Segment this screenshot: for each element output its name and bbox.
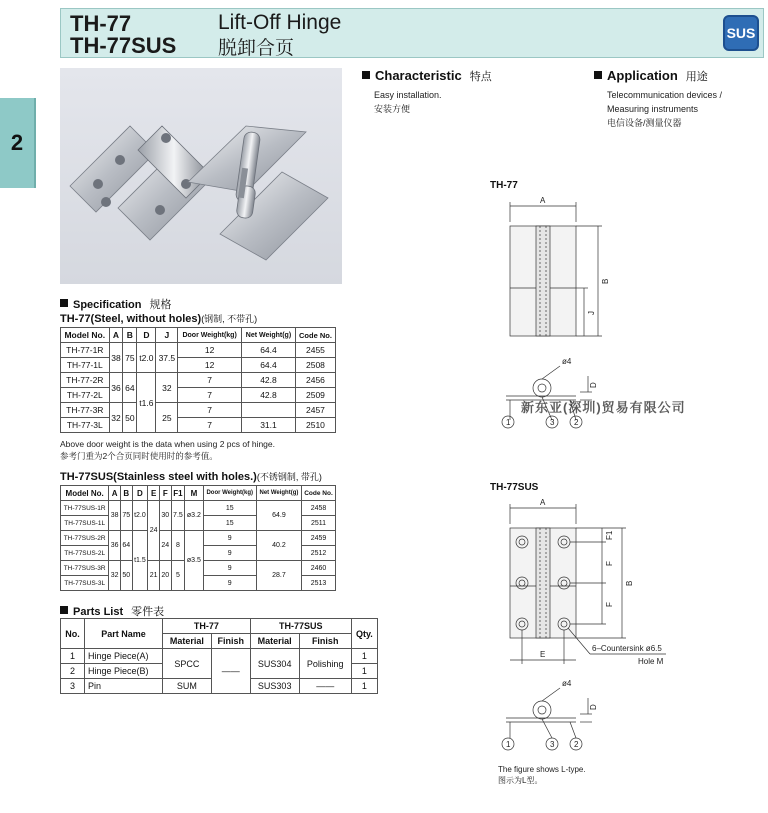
col-code: Code No.: [301, 486, 335, 501]
caption-en: The figure shows L-type.: [498, 765, 586, 774]
dim-f1-label: F1: [605, 530, 614, 540]
callout-2: 2: [574, 740, 579, 749]
col-door-weight: Door Weight(kg): [203, 486, 256, 501]
dim-j-label: J: [587, 311, 596, 315]
caption-cn: 图示为L型。: [498, 776, 543, 785]
cell-door: 12: [178, 358, 242, 373]
phi4-label: ø4: [562, 679, 572, 688]
col-net-weight: Net Weight(g): [256, 486, 301, 501]
specification-heading: [60, 296, 171, 312]
characteristic-heading: [362, 68, 492, 84]
product-name-en: Lift-Off Hinge: [218, 11, 342, 34]
col-b: B: [123, 328, 137, 343]
cell-no: 1: [61, 649, 85, 664]
cell-code: 2456: [295, 373, 335, 388]
cell-model: TH-77SUS-1L: [61, 516, 109, 531]
application-line-3: 电信设备/测量仪器: [607, 118, 682, 128]
th77-table-title: [60, 312, 257, 325]
cell-door: 9: [203, 546, 256, 561]
th77-technical-drawing: [480, 192, 630, 432]
characteristic-line-1: Easy installation.: [374, 90, 442, 100]
cell-model: TH-77-3L: [61, 418, 110, 433]
cell-f: 20: [159, 561, 171, 591]
cell-e: 21: [148, 561, 160, 591]
cell-door: 7: [178, 388, 242, 403]
cell-b: 64: [123, 373, 137, 403]
header-bar: [60, 8, 764, 58]
model-title-1: TH-77: [70, 11, 132, 36]
cell-door: 12: [178, 343, 242, 358]
cell-door: 7: [178, 418, 242, 433]
col-b: B: [120, 486, 132, 501]
door-weight-note: [60, 438, 275, 462]
th77-title-cn: (钢制, 不带孔): [201, 314, 258, 324]
sus-drawing-title: TH-77SUS: [490, 482, 539, 493]
cell-sus-finish: Polishing: [299, 649, 351, 679]
dim-a-label: A: [540, 196, 546, 205]
cell-model: TH-77SUS-3L: [61, 576, 109, 591]
cell-code: 2510: [295, 418, 335, 433]
cell-net: 64.4: [242, 358, 296, 373]
table-row: [61, 531, 336, 546]
note-cn: 参考门重为2个合页同时使用时的参考值。: [60, 451, 218, 461]
parts-title-cn: 零件表: [131, 606, 165, 618]
cell-part-name: Hinge Piece(A): [85, 649, 163, 664]
drawing-caption: [498, 764, 586, 786]
cell-model: TH-77SUS-2L: [61, 546, 109, 561]
col-model: Model No.: [61, 328, 110, 343]
bullet-square: [594, 71, 602, 79]
col-sus-material: Material: [250, 634, 299, 649]
cell-part-name: Hinge Piece(B): [85, 664, 163, 679]
table-header-row: [61, 619, 378, 634]
col-e: E: [148, 486, 160, 501]
hinge-photo-illustration: [60, 68, 342, 284]
cell-model: TH-77SUS-3R: [61, 561, 109, 576]
cell-net: 64.9: [256, 501, 301, 531]
cell-b: 50: [120, 561, 132, 591]
dim-b-label: B: [601, 278, 610, 284]
cell-no: 2: [61, 664, 85, 679]
cell-door: 9: [203, 576, 256, 591]
col-th77-finish: Finish: [211, 634, 250, 649]
callout-3: 3: [550, 740, 555, 749]
dim-f-label-lower: F: [605, 602, 614, 607]
cell-e: 24: [148, 501, 160, 561]
model-title-2: TH-77SUS: [70, 33, 177, 58]
application-text: [607, 88, 722, 130]
sus-title-en: TH-77SUS(Stainless steel with holes.): [60, 471, 257, 483]
cell-th77-finish: ——: [211, 649, 250, 694]
cell-model: TH-77-1L: [61, 358, 110, 373]
cell-f: 30: [159, 501, 171, 531]
col-no: No.: [61, 619, 85, 649]
cell-model: TH-77-3R: [61, 403, 110, 418]
cell-f1: 8: [171, 531, 185, 561]
col-qty: Qty.: [351, 619, 377, 649]
chapter-number: 2: [10, 130, 24, 155]
callout-3: 3: [550, 418, 555, 427]
phi4-label: ø4: [562, 357, 572, 366]
cell-th77-material: SUM: [163, 679, 212, 694]
col-f1: F1: [171, 486, 185, 501]
table-row: [61, 418, 336, 433]
application-line-2: Measuring instruments: [607, 104, 699, 114]
cell-door: 7: [178, 403, 242, 418]
cell-f: 24: [159, 531, 171, 561]
col-sus-finish: Finish: [299, 634, 351, 649]
cell-code: 2455: [295, 343, 335, 358]
cell-model: TH-77SUS-1R: [61, 501, 109, 516]
cell-m: ø3.2: [185, 501, 203, 531]
cell-qty: 1: [351, 649, 377, 664]
cell-code: 2459: [301, 531, 335, 546]
cell-qty: 1: [351, 664, 377, 679]
product-photo: [60, 68, 342, 284]
bullet-square: [60, 606, 68, 614]
parts-heading: [60, 603, 164, 619]
cell-code: 2511: [301, 516, 335, 531]
watermark: 新东亚(深圳)贸易有限公司: [521, 400, 686, 415]
table-row: [61, 343, 336, 358]
cell-d: t2.0: [137, 343, 156, 373]
application-line-1: Telecommunication devices /: [607, 90, 723, 100]
product-name-cn: 脱卸合页: [218, 38, 295, 59]
table-header-row: [61, 486, 336, 501]
cell-j: 32: [156, 373, 178, 403]
cell-sus-material: SUS304: [250, 649, 299, 679]
cell-a: 38: [109, 501, 121, 531]
dim-b-label: B: [625, 580, 634, 586]
sus-spec-table: [60, 485, 336, 591]
callout-1: 1: [506, 418, 511, 427]
table-row: [61, 403, 336, 418]
cell-no: 3: [61, 679, 85, 694]
col-net-weight: Net Weight(g): [242, 328, 296, 343]
col-a: A: [109, 328, 123, 343]
note-en: Above door weight is the data when using 2 pcs of hinge.: [60, 439, 276, 449]
cell-m: ø3.5: [185, 531, 203, 591]
cell-net: 42.8: [242, 388, 296, 403]
cell-code: 2512: [301, 546, 335, 561]
dim-d-label: D: [589, 704, 598, 710]
table-row: [61, 373, 336, 388]
cell-door: 9: [203, 561, 256, 576]
table-row: [61, 358, 336, 373]
dim-e-label: E: [540, 650, 546, 659]
application-title-cn: 用途: [685, 71, 708, 83]
cell-net: 40.2: [256, 531, 301, 561]
cell-code: 2513: [301, 576, 335, 591]
characteristic-title-cn: 特点: [469, 71, 492, 83]
application-heading: [594, 68, 708, 84]
cell-f1: 7.5: [171, 501, 185, 531]
cell-b: 75: [123, 343, 137, 373]
cell-j: 37.5: [156, 343, 178, 373]
chapter-tab-edge: [34, 98, 36, 188]
table-header-row: [61, 328, 336, 343]
cell-d: t1.6: [137, 373, 156, 433]
cell-code: 2508: [295, 358, 335, 373]
cell-door: 7: [178, 373, 242, 388]
col-f: F: [159, 486, 171, 501]
cell-model: TH-77SUS-2R: [61, 531, 109, 546]
th77-drawing-title: TH-77: [490, 180, 518, 191]
col-group-th77: TH-77: [163, 619, 251, 634]
cell-part-name: Pin: [85, 679, 163, 694]
col-model: Model No.: [61, 486, 109, 501]
cell-door: 9: [203, 531, 256, 546]
cell-net: [242, 403, 296, 418]
dim-d-label: D: [589, 382, 598, 388]
sus-technical-drawing: [480, 494, 680, 764]
cell-b: 64: [120, 531, 132, 561]
cell-net: 28.7: [256, 561, 301, 591]
table-row: [61, 501, 336, 516]
cell-net: 31.1: [242, 418, 296, 433]
callout-2: 2: [574, 418, 579, 427]
cell-code: 2458: [301, 501, 335, 516]
callout-1: 1: [506, 740, 511, 749]
cell-a: 36: [109, 531, 121, 561]
sus-title-cn: (不锈钢制, 带孔): [256, 472, 322, 482]
specification-title: Specification: [73, 299, 142, 311]
cell-a: 36: [109, 373, 123, 403]
sus-badge: SUS: [723, 15, 759, 51]
cell-model: TH-77-2L: [61, 388, 110, 403]
cell-a: 32: [109, 561, 121, 591]
cell-code: 2509: [295, 388, 335, 403]
characteristic-title: Characteristic: [375, 68, 462, 83]
col-m: M: [185, 486, 203, 501]
col-a: A: [109, 486, 121, 501]
hole-label: Hole M: [638, 657, 664, 666]
th77-spec-table: [60, 327, 336, 433]
table-row: [61, 388, 336, 403]
application-title: Application: [607, 68, 678, 83]
cell-b: 75: [120, 501, 132, 531]
col-th77-material: Material: [163, 634, 212, 649]
dim-a-label: A: [540, 498, 546, 507]
cell-sus-finish: ——: [299, 679, 351, 694]
col-door-weight: Door Weight(kg): [178, 328, 242, 343]
dim-f-label-upper: F: [605, 561, 614, 566]
cell-j: 25: [156, 403, 178, 433]
sus-table-title: [60, 470, 322, 483]
cell-th77-material: SPCC: [163, 649, 212, 679]
col-d: D: [137, 328, 156, 343]
cell-net: 42.8: [242, 373, 296, 388]
cell-sus-material: SUS303: [250, 679, 299, 694]
cell-a: 38: [109, 343, 123, 373]
cell-code: 2460: [301, 561, 335, 576]
characteristic-text: [374, 88, 442, 116]
cell-net: 64.4: [242, 343, 296, 358]
cell-b: 50: [123, 403, 137, 433]
cell-model: TH-77-2R: [61, 373, 110, 388]
cell-f1: 5: [171, 561, 185, 591]
col-j: J: [156, 328, 178, 343]
col-part-name: Part Name: [85, 619, 163, 649]
th77-title-en: TH-77(Steel, without holes): [60, 313, 202, 325]
col-code: Code No.: [295, 328, 335, 343]
characteristic-line-2: 安装方便: [374, 104, 411, 114]
chapter-tab: [0, 98, 34, 188]
specification-title-cn: 规格: [149, 299, 172, 311]
cell-model: TH-77-1R: [61, 343, 110, 358]
cell-door: 15: [203, 501, 256, 516]
cell-qty: 1: [351, 679, 377, 694]
parts-title: Parts List: [73, 606, 124, 618]
parts-table: [60, 618, 378, 694]
col-d: D: [132, 486, 148, 501]
col-group-sus: TH-77SUS: [250, 619, 351, 634]
cell-d: t1.5: [132, 531, 148, 591]
cell-door: 15: [203, 516, 256, 531]
cell-a: 32: [109, 403, 123, 433]
countersink-label: 6–Countersink ø6.5: [592, 644, 662, 653]
bullet-square: [362, 71, 370, 79]
table-row: [61, 649, 378, 664]
cell-d: t2.0: [132, 501, 148, 531]
bullet-square: [60, 299, 68, 307]
cell-code: 2457: [295, 403, 335, 418]
